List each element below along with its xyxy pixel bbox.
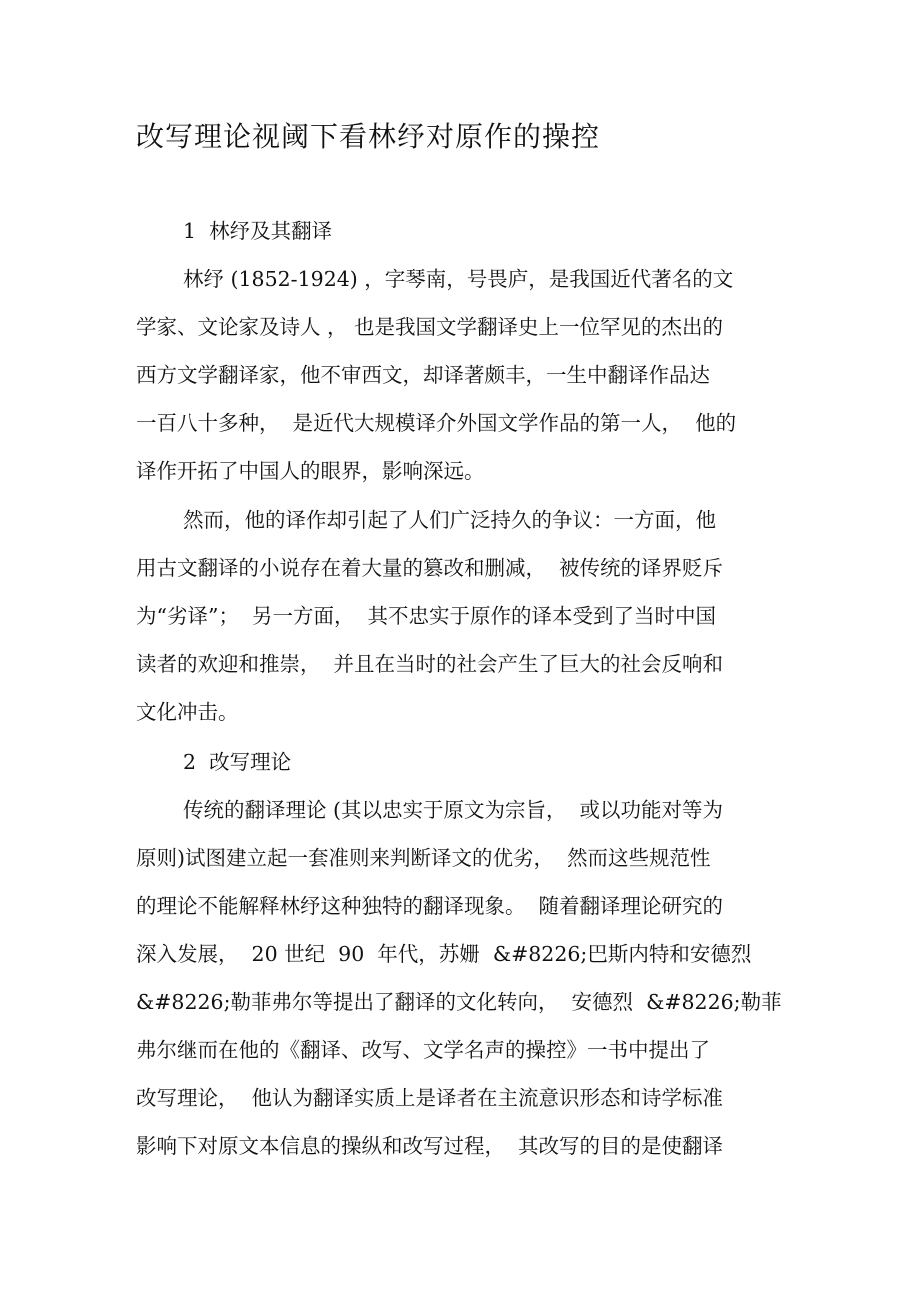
document-title: 改写理论视阈下看林纾对原作的操控 — [136, 120, 601, 153]
section-heading-2: 2 改写理论 — [183, 750, 292, 774]
paragraph-line: 为“劣译”； 另一方面， 其不忠实于原作的译本受到了当时中国 — [136, 604, 717, 628]
paragraph-line: 学家、文论家及诗人 ， 也是我国文学翻译史上一位罕见的杰出的 — [136, 315, 724, 339]
paragraph-line: &#8226;勒菲弗尔等提出了翻译的文化转向， 安德烈 &#8226;勒菲 — [136, 990, 782, 1014]
paragraph-line: 林纾 (1852-1924) ，字琴南，号畏庐，是我国近代著名的文 — [183, 267, 734, 291]
paragraph-line: 传统的翻译理论 (其以忠实于原文为宗旨， 或以功能对等为 — [183, 798, 724, 822]
paragraph-line: 西方文学翻译家，他不审西文，却译著颇丰，一生中翻译作品达 — [136, 363, 710, 387]
paragraph-line: 然而，他的译作却引起了人们广泛持久的争议：一方面，他 — [183, 508, 716, 532]
paragraph-line: 原则)试图建立起一套准则来判断译文的优劣， 然而这些规范性 — [136, 846, 711, 870]
paragraph-line: 译作开拓了中国人的眼界，影响深远。 — [136, 459, 485, 483]
paragraph-line: 的理论不能解释林纾这种独特的翻译现象。 随着翻译理论研究的 — [136, 894, 724, 918]
paragraph-line: 弗尔继而在他的《翻译、改写、文学名声的操控》一书中提出了 — [136, 1038, 710, 1062]
paragraph-line: 文化冲击。 — [136, 700, 239, 724]
paragraph-line: 影响下对原文本信息的操纵和改写过程， 其改写的目的是使翻译 — [136, 1134, 724, 1158]
paragraph-line: 深入发展， 20 世纪 90 年代，苏姗 &#8226;巴斯内特和安德烈 — [136, 942, 752, 966]
paragraph-line: 改写理论， 他认为翻译实质上是译者在主流意识形态和诗学标准 — [136, 1086, 724, 1110]
paragraph-line: 读者的欢迎和推崇， 并且在当时的社会产生了巨大的社会反响和 — [136, 652, 724, 676]
paragraph-line: 一百八十多种， 是近代大规模译介外国文学作品的第一人， 他的 — [136, 411, 737, 435]
section-heading-1: 1 林纾及其翻译 — [183, 219, 333, 243]
paragraph-line: 用古文翻译的小说存在着大量的篡改和删减， 被传统的译界贬斥 — [136, 556, 724, 580]
